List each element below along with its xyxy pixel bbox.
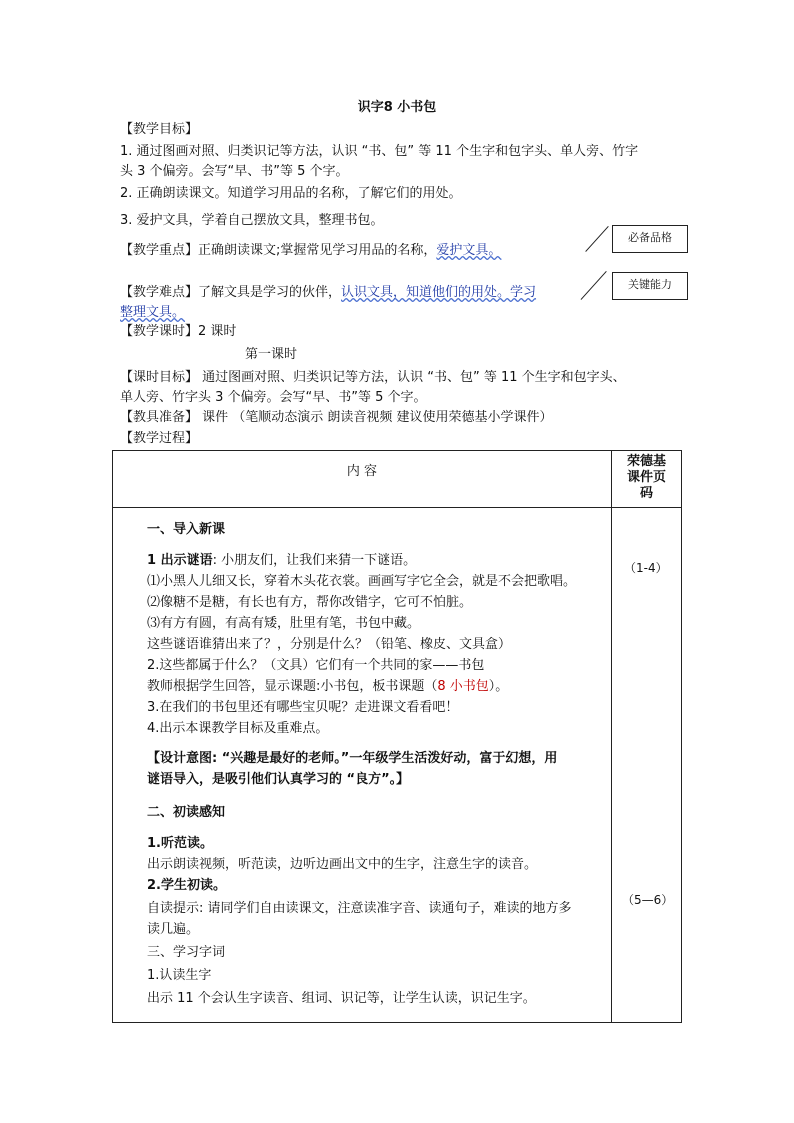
content-line: 4.出示本课教学目标及重难点。: [147, 721, 329, 736]
callout-essential-character: 必备品格: [612, 225, 688, 253]
page-cell: [612, 508, 682, 1023]
content-line: 2.这些都属于什么？（文具）它们有一个共同的家——书包: [147, 658, 485, 673]
teaching-process-table: [112, 450, 682, 1023]
header-page-line: 码: [639, 486, 653, 501]
key-point-text: 【教学重点】正确朗读课文;掌握常见学习用品的名称，: [120, 243, 437, 258]
callout-key-ability: 关键能力: [612, 272, 688, 300]
content-line: 1.认读生字: [147, 968, 212, 983]
design-intent-line: 【设计意图: “兴趣是最好的老师。”一年级学生活泼好动，富于幻想，用: [147, 751, 558, 766]
page-ref: （1-4）: [624, 561, 668, 575]
process-heading: 【教学过程】: [120, 431, 199, 446]
header-page: [612, 451, 682, 508]
first-period-heading: 第一课时: [245, 347, 298, 362]
header-content-label: 内 容: [346, 464, 378, 479]
key-point-highlight: 爱护文具。: [436, 243, 502, 258]
section-heading: 二、初读感知: [147, 805, 226, 820]
content-cell: [113, 508, 612, 1023]
difficulty-highlight-cont: 整理文具。: [120, 305, 186, 320]
subheading: 1.听范读。: [147, 836, 213, 851]
header-page-line: 课件页: [626, 470, 666, 485]
content-text: : 小朋友们，让我们来猜一下谜语。: [212, 553, 417, 568]
content-line: ⑵像糖不是糖，有长也有方，帮你改错字，它可不怕脏。: [147, 595, 473, 610]
content-text: 教师根据学生回答，显示课题:小书包，板书课题（: [147, 679, 438, 694]
hours-line: 【教学课时】2 课时: [120, 324, 237, 339]
difficulty-line-cont: [120, 303, 185, 323]
content-line: 出示朗读视频，听范读，边听边画出文中的生字，注意生字的读音。: [147, 857, 538, 872]
content-line: 自读提示: 请同学们自由读课文，注意读准字音、读通句子，难读的地方多: [147, 901, 572, 916]
content-line: 出示 11 个会认生字读音、组词、识记等，让学生认读，识记生字。: [147, 991, 536, 1006]
content-line: [147, 551, 416, 571]
content-text: ）。: [488, 679, 509, 694]
lesson-goal-line: 【课时目标】 通过图画对照、归类识记等方法，认识 “书、包” 等 11 个生字和包字头、: [120, 370, 626, 385]
key-point-line: [120, 241, 501, 261]
header-page-line: 荣德基: [626, 454, 666, 469]
section-heading: 三、学习字词: [147, 945, 226, 960]
section-heading-goals: 【教学目标】: [120, 122, 199, 137]
goal-line: 头 3 个偏旁。会写“早、书”等 5 个字。: [120, 164, 349, 179]
page-ref: （5—6）: [622, 893, 674, 907]
header-content: [113, 451, 612, 508]
content-line: 读几遍。: [147, 922, 200, 937]
page-title: 识字8 小书包: [357, 100, 437, 115]
difficulty-line: [120, 283, 536, 303]
content-line: [147, 677, 508, 697]
goal-line: 3. 爱护文具，学着自己摆放文具，整理书包。: [120, 213, 384, 228]
content-line: 3.在我们的书包里还有哪些宝贝呢？走进课文看看吧！: [147, 700, 459, 715]
content-line: ⑶有方有圆，有高有矮，肚里有笔，书包中藏。: [147, 616, 421, 631]
lesson-goal-line: 单人旁、竹字头 3 个偏旁。会写“早、书”等 5 个字。: [120, 390, 427, 405]
content-label: 1 出示谜语: [147, 553, 213, 568]
callout-connector: [581, 271, 607, 300]
content-line: 这些谜语谁猜出来了？，分别是什么？（铅笔、橡皮、文具盒）: [147, 637, 512, 652]
goal-line: 2. 正确朗读课文。知道学习用品的名称，了解它们的用处。: [120, 186, 462, 201]
subheading: 2.学生初读。: [147, 878, 226, 893]
callout-connector: [585, 226, 608, 252]
difficulty-highlight: 认识文具，知道他们的用处。学习: [341, 285, 537, 300]
difficulty-text: 【教学难点】了解文具是学习的伙伴，: [120, 285, 342, 300]
design-intent-line: 谜语导入，是吸引他们认真学习的 “良方”。】: [147, 772, 410, 787]
materials-line: 【教具准备】 课件 （笔顺动态演示 朗读音视频 建议使用荣德基小学课件）: [120, 410, 553, 425]
section-heading: 一、导入新课: [147, 522, 226, 537]
goal-line: 1. 通过图画对照、归类识记等方法，认识 “书、包” 等 11 个生字和包字头、单人旁、竹字: [120, 144, 639, 159]
board-title: 8 小书包: [437, 679, 489, 694]
content-line: ⑴小黑人儿细又长，穿着木头花衣裳。画画写字它全会，就是不会把歌唱。: [147, 574, 577, 589]
